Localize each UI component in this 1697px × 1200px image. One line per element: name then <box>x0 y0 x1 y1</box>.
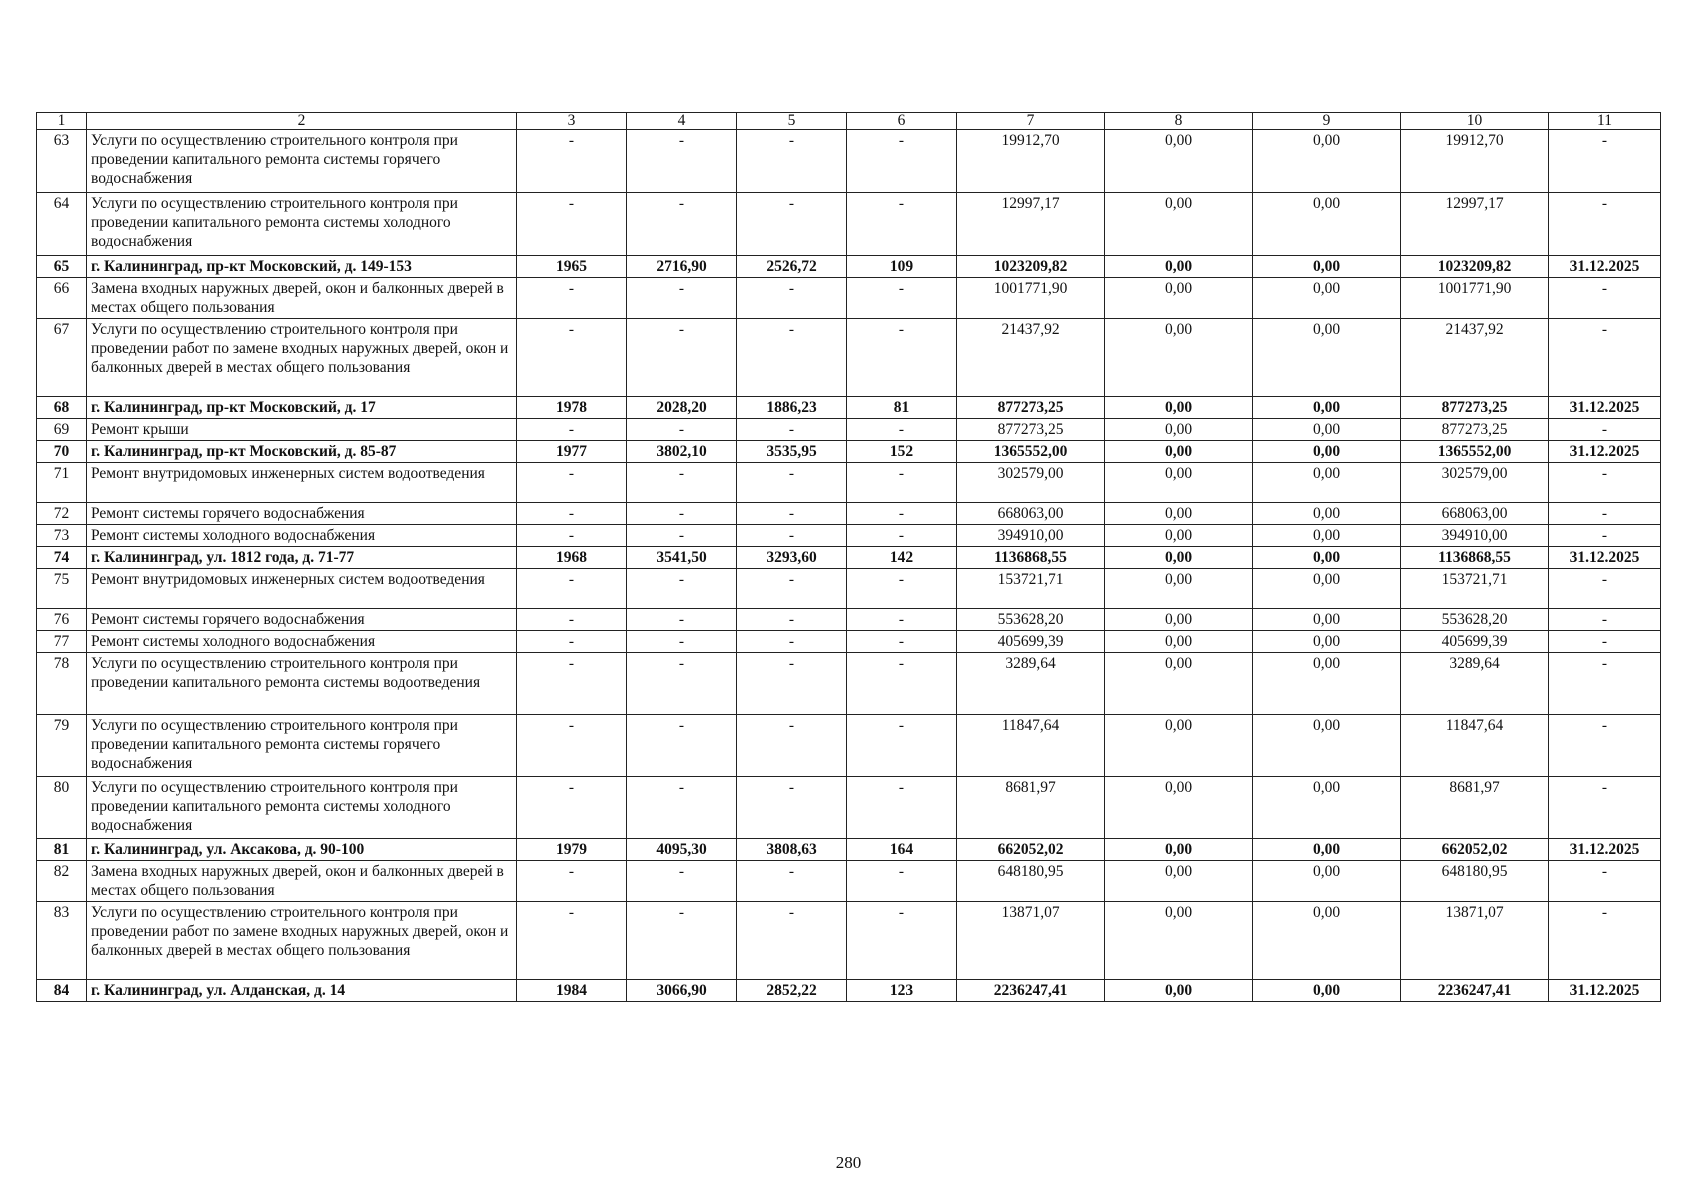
value-cell-c3: 1968 <box>517 547 627 569</box>
value-cell-c5: - <box>737 777 847 839</box>
value-cell-c4: - <box>627 631 737 653</box>
value-cell-c4: 2716,90 <box>627 256 737 278</box>
work-name-cell: Ремонт системы холодного водоснабжения <box>87 525 517 547</box>
table-row <box>37 777 1661 839</box>
value-cell-c8: 0,00 <box>1105 631 1253 653</box>
value-cell-c7: 648180,95 <box>957 861 1105 902</box>
table-row <box>37 861 1661 902</box>
value-cell-c7: 3289,64 <box>957 653 1105 715</box>
value-cell-c10: 1023209,82 <box>1401 256 1549 278</box>
table-row <box>37 609 1661 631</box>
value-cell-c3: - <box>517 278 627 319</box>
value-cell-c5: - <box>737 653 847 715</box>
value-cell-c4: - <box>627 319 737 397</box>
value-cell-c6: - <box>847 569 957 609</box>
value-cell-c5: 2852,22 <box>737 980 847 1002</box>
value-cell-c4: - <box>627 193 737 256</box>
value-cell-c7: 394910,00 <box>957 525 1105 547</box>
value-cell-c5: - <box>737 419 847 441</box>
value-cell-c8: 0,00 <box>1105 256 1253 278</box>
value-cell-c11: - <box>1549 130 1661 193</box>
row-number-cell: 71 <box>37 463 87 503</box>
value-cell-c4: - <box>627 503 737 525</box>
value-cell-c4: - <box>627 609 737 631</box>
value-cell-c10: 877273,25 <box>1401 419 1549 441</box>
value-cell-c10: 153721,71 <box>1401 569 1549 609</box>
value-cell-c9: 0,00 <box>1253 525 1401 547</box>
header-cell-9: 9 <box>1253 113 1401 130</box>
value-cell-c10: 12997,17 <box>1401 193 1549 256</box>
value-cell-c11: - <box>1549 631 1661 653</box>
value-cell-c11: - <box>1549 463 1661 503</box>
value-cell-c8: 0,00 <box>1105 441 1253 463</box>
header-cell-1: 1 <box>37 113 87 130</box>
value-cell-c6: 81 <box>847 397 957 419</box>
value-cell-c4: - <box>627 569 737 609</box>
row-number-cell: 72 <box>37 503 87 525</box>
value-cell-c6: - <box>847 777 957 839</box>
value-cell-c8: 0,00 <box>1105 278 1253 319</box>
page-number: 280 <box>835 1153 862 1172</box>
table-row <box>37 419 1661 441</box>
value-cell-c11: 31.12.2025 <box>1549 839 1661 861</box>
row-number-cell: 81 <box>37 839 87 861</box>
table-row <box>37 256 1661 278</box>
value-cell-c8: 0,00 <box>1105 861 1253 902</box>
header-cell-6: 6 <box>847 113 957 130</box>
value-cell-c7: 302579,00 <box>957 463 1105 503</box>
repair-register-table <box>36 112 1661 1002</box>
value-cell-c6: - <box>847 193 957 256</box>
value-cell-c10: 877273,25 <box>1401 397 1549 419</box>
value-cell-c11: - <box>1549 525 1661 547</box>
value-cell-c11: - <box>1549 278 1661 319</box>
row-number-cell: 70 <box>37 441 87 463</box>
value-cell-c11: - <box>1549 419 1661 441</box>
value-cell-c3: 1978 <box>517 397 627 419</box>
value-cell-c9: 0,00 <box>1253 653 1401 715</box>
value-cell-c11: 31.12.2025 <box>1549 441 1661 463</box>
header-cell-7: 7 <box>957 113 1105 130</box>
table-row <box>37 441 1661 463</box>
value-cell-c3: - <box>517 130 627 193</box>
value-cell-c3: 1977 <box>517 441 627 463</box>
value-cell-c8: 0,00 <box>1105 547 1253 569</box>
row-number-cell: 84 <box>37 980 87 1002</box>
value-cell-c5: - <box>737 278 847 319</box>
work-name-cell: Услуги по осуществлению строительного контроля при проведении капитального ремонта системы холодного водоснабжения <box>87 777 517 839</box>
row-number-cell: 75 <box>37 569 87 609</box>
column-number-header-row <box>37 113 1661 130</box>
row-number-cell: 77 <box>37 631 87 653</box>
value-cell-c6: - <box>847 130 957 193</box>
value-cell-c8: 0,00 <box>1105 193 1253 256</box>
value-cell-c6: 152 <box>847 441 957 463</box>
value-cell-c9: 0,00 <box>1253 715 1401 777</box>
header-cell-10: 10 <box>1401 113 1549 130</box>
value-cell-c4: 3541,50 <box>627 547 737 569</box>
table-row <box>37 463 1661 503</box>
work-name-cell: Услуги по осуществлению строительного контроля при проведении капитального ремонта системы холодного водоснабжения <box>87 193 517 256</box>
value-cell-c4: 3802,10 <box>627 441 737 463</box>
value-cell-c5: - <box>737 130 847 193</box>
work-name-cell: г. Калининград, пр-кт Московский, д. 149-153 <box>87 256 517 278</box>
value-cell-c11: - <box>1549 569 1661 609</box>
value-cell-c5: - <box>737 463 847 503</box>
work-name-cell: Ремонт системы холодного водоснабжения <box>87 631 517 653</box>
value-cell-c8: 0,00 <box>1105 319 1253 397</box>
value-cell-c10: 11847,64 <box>1401 715 1549 777</box>
value-cell-c6: - <box>847 463 957 503</box>
value-cell-c11: - <box>1549 777 1661 839</box>
value-cell-c10: 394910,00 <box>1401 525 1549 547</box>
value-cell-c8: 0,00 <box>1105 653 1253 715</box>
work-name-cell: Услуги по осуществлению строительного контроля при проведении капитального ремонта системы горячего водоснабжения <box>87 715 517 777</box>
value-cell-c8: 0,00 <box>1105 902 1253 980</box>
value-cell-c6: 109 <box>847 256 957 278</box>
value-cell-c7: 2236247,41 <box>957 980 1105 1002</box>
row-number-cell: 67 <box>37 319 87 397</box>
table-row <box>37 525 1661 547</box>
value-cell-c3: 1965 <box>517 256 627 278</box>
value-cell-c3: - <box>517 861 627 902</box>
value-cell-c10: 648180,95 <box>1401 861 1549 902</box>
value-cell-c6: - <box>847 503 957 525</box>
value-cell-c6: - <box>847 715 957 777</box>
value-cell-c9: 0,00 <box>1253 463 1401 503</box>
value-cell-c3: 1984 <box>517 980 627 1002</box>
value-cell-c6: - <box>847 902 957 980</box>
header-cell-5: 5 <box>737 113 847 130</box>
value-cell-c5: - <box>737 503 847 525</box>
value-cell-c8: 0,00 <box>1105 397 1253 419</box>
value-cell-c9: 0,00 <box>1253 839 1401 861</box>
value-cell-c11: - <box>1549 503 1661 525</box>
value-cell-c9: 0,00 <box>1253 319 1401 397</box>
value-cell-c9: 0,00 <box>1253 130 1401 193</box>
value-cell-c9: 0,00 <box>1253 902 1401 980</box>
value-cell-c4: - <box>627 130 737 193</box>
value-cell-c6: - <box>847 861 957 902</box>
value-cell-c11: 31.12.2025 <box>1549 397 1661 419</box>
row-number-cell: 79 <box>37 715 87 777</box>
value-cell-c7: 13871,07 <box>957 902 1105 980</box>
value-cell-c5: - <box>737 631 847 653</box>
value-cell-c4: - <box>627 777 737 839</box>
row-number-cell: 78 <box>37 653 87 715</box>
value-cell-c8: 0,00 <box>1105 777 1253 839</box>
row-number-cell: 74 <box>37 547 87 569</box>
value-cell-c3: - <box>517 419 627 441</box>
value-cell-c10: 1001771,90 <box>1401 278 1549 319</box>
work-name-cell: Замена входных наружных дверей, окон и балконных дверей в местах общего пользования <box>87 861 517 902</box>
table-row <box>37 193 1661 256</box>
table-row <box>37 980 1661 1002</box>
value-cell-c3: - <box>517 777 627 839</box>
row-number-cell: 73 <box>37 525 87 547</box>
value-cell-c9: 0,00 <box>1253 256 1401 278</box>
row-number-cell: 76 <box>37 609 87 631</box>
value-cell-c6: - <box>847 609 957 631</box>
row-number-cell: 69 <box>37 419 87 441</box>
value-cell-c3: - <box>517 631 627 653</box>
value-cell-c9: 0,00 <box>1253 569 1401 609</box>
value-cell-c11: - <box>1549 715 1661 777</box>
row-number-cell: 66 <box>37 278 87 319</box>
work-name-cell: г. Калининград, ул. Аксакова, д. 90-100 <box>87 839 517 861</box>
value-cell-c7: 1365552,00 <box>957 441 1105 463</box>
value-cell-c9: 0,00 <box>1253 547 1401 569</box>
value-cell-c6: - <box>847 525 957 547</box>
work-name-cell: Услуги по осуществлению строительного контроля при проведении капитального ремонта системы горячего водоснабжения <box>87 130 517 193</box>
value-cell-c9: 0,00 <box>1253 397 1401 419</box>
value-cell-c10: 21437,92 <box>1401 319 1549 397</box>
table-body <box>37 113 1661 1002</box>
value-cell-c3: - <box>517 609 627 631</box>
value-cell-c8: 0,00 <box>1105 503 1253 525</box>
value-cell-c7: 553628,20 <box>957 609 1105 631</box>
value-cell-c4: - <box>627 278 737 319</box>
value-cell-c4: - <box>627 861 737 902</box>
value-cell-c6: - <box>847 419 957 441</box>
value-cell-c4: - <box>627 419 737 441</box>
value-cell-c9: 0,00 <box>1253 193 1401 256</box>
value-cell-c5: 3535,95 <box>737 441 847 463</box>
value-cell-c10: 553628,20 <box>1401 609 1549 631</box>
value-cell-c6: 123 <box>847 980 957 1002</box>
value-cell-c6: - <box>847 653 957 715</box>
table-row <box>37 902 1661 980</box>
value-cell-c4: - <box>627 653 737 715</box>
value-cell-c3: - <box>517 715 627 777</box>
value-cell-c7: 21437,92 <box>957 319 1105 397</box>
value-cell-c10: 8681,97 <box>1401 777 1549 839</box>
row-number-cell: 64 <box>37 193 87 256</box>
value-cell-c7: 1136868,55 <box>957 547 1105 569</box>
value-cell-c3: 1979 <box>517 839 627 861</box>
work-name-cell: г. Калининград, ул. Алданская, д. 14 <box>87 980 517 1002</box>
value-cell-c7: 1023209,82 <box>957 256 1105 278</box>
value-cell-c8: 0,00 <box>1105 525 1253 547</box>
row-number-cell: 68 <box>37 397 87 419</box>
value-cell-c10: 2236247,41 <box>1401 980 1549 1002</box>
work-name-cell: Услуги по осуществлению строительного контроля при проведении капитального ремонта системы водоотведения <box>87 653 517 715</box>
value-cell-c9: 0,00 <box>1253 861 1401 902</box>
value-cell-c4: - <box>627 463 737 503</box>
header-cell-8: 8 <box>1105 113 1253 130</box>
table-row <box>37 631 1661 653</box>
value-cell-c7: 12997,17 <box>957 193 1105 256</box>
value-cell-c7: 19912,70 <box>957 130 1105 193</box>
table-row <box>37 569 1661 609</box>
value-cell-c6: - <box>847 278 957 319</box>
table-row <box>37 839 1661 861</box>
value-cell-c5: 1886,23 <box>737 397 847 419</box>
value-cell-c7: 668063,00 <box>957 503 1105 525</box>
value-cell-c11: - <box>1549 902 1661 980</box>
value-cell-c10: 1136868,55 <box>1401 547 1549 569</box>
value-cell-c7: 8681,97 <box>957 777 1105 839</box>
value-cell-c6: - <box>847 319 957 397</box>
value-cell-c10: 3289,64 <box>1401 653 1549 715</box>
value-cell-c3: - <box>517 569 627 609</box>
value-cell-c9: 0,00 <box>1253 441 1401 463</box>
value-cell-c10: 662052,02 <box>1401 839 1549 861</box>
value-cell-c6: 142 <box>847 547 957 569</box>
table-row <box>37 715 1661 777</box>
value-cell-c5: - <box>737 569 847 609</box>
value-cell-c10: 13871,07 <box>1401 902 1549 980</box>
value-cell-c4: 4095,30 <box>627 839 737 861</box>
value-cell-c9: 0,00 <box>1253 419 1401 441</box>
value-cell-c11: 31.12.2025 <box>1549 547 1661 569</box>
value-cell-c10: 1365552,00 <box>1401 441 1549 463</box>
value-cell-c8: 0,00 <box>1105 463 1253 503</box>
table-row <box>37 503 1661 525</box>
work-name-cell: г. Калининград, ул. 1812 года, д. 71-77 <box>87 547 517 569</box>
value-cell-c11: - <box>1549 861 1661 902</box>
value-cell-c3: - <box>517 319 627 397</box>
value-cell-c5: - <box>737 861 847 902</box>
value-cell-c7: 877273,25 <box>957 397 1105 419</box>
value-cell-c7: 153721,71 <box>957 569 1105 609</box>
value-cell-c8: 0,00 <box>1105 609 1253 631</box>
table-row <box>37 130 1661 193</box>
work-name-cell: Ремонт крыши <box>87 419 517 441</box>
value-cell-c3: - <box>517 463 627 503</box>
value-cell-c10: 302579,00 <box>1401 463 1549 503</box>
value-cell-c5: 3293,60 <box>737 547 847 569</box>
value-cell-c11: - <box>1549 609 1661 631</box>
value-cell-c11: 31.12.2025 <box>1549 980 1661 1002</box>
value-cell-c4: - <box>627 715 737 777</box>
value-cell-c3: - <box>517 193 627 256</box>
value-cell-c3: - <box>517 503 627 525</box>
value-cell-c4: 3066,90 <box>627 980 737 1002</box>
row-number-cell: 80 <box>37 777 87 839</box>
value-cell-c7: 877273,25 <box>957 419 1105 441</box>
row-number-cell: 83 <box>37 902 87 980</box>
value-cell-c9: 0,00 <box>1253 777 1401 839</box>
value-cell-c10: 668063,00 <box>1401 503 1549 525</box>
value-cell-c8: 0,00 <box>1105 130 1253 193</box>
work-name-cell: Замена входных наружных дверей, окон и балконных дверей в местах общего пользования <box>87 278 517 319</box>
value-cell-c6: 164 <box>847 839 957 861</box>
value-cell-c8: 0,00 <box>1105 419 1253 441</box>
value-cell-c9: 0,00 <box>1253 278 1401 319</box>
value-cell-c5: 3808,63 <box>737 839 847 861</box>
table-row <box>37 653 1661 715</box>
value-cell-c5: - <box>737 525 847 547</box>
value-cell-c4: - <box>627 902 737 980</box>
row-number-cell: 65 <box>37 256 87 278</box>
value-cell-c9: 0,00 <box>1253 503 1401 525</box>
value-cell-c3: - <box>517 653 627 715</box>
value-cell-c11: - <box>1549 653 1661 715</box>
header-cell-4: 4 <box>627 113 737 130</box>
header-cell-2: 2 <box>87 113 517 130</box>
value-cell-c11: - <box>1549 193 1661 256</box>
table-row <box>37 397 1661 419</box>
value-cell-c3: - <box>517 525 627 547</box>
header-cell-3: 3 <box>517 113 627 130</box>
value-cell-c4: - <box>627 525 737 547</box>
value-cell-c8: 0,00 <box>1105 715 1253 777</box>
header-cell-11: 11 <box>1549 113 1661 130</box>
table-row <box>37 278 1661 319</box>
value-cell-c8: 0,00 <box>1105 980 1253 1002</box>
work-name-cell: Услуги по осуществлению строительного контроля при проведении работ по замене входных наружных дверей, окон и балконных дверей в местах общего пользования <box>87 319 517 397</box>
value-cell-c3: - <box>517 902 627 980</box>
value-cell-c9: 0,00 <box>1253 980 1401 1002</box>
value-cell-c11: 31.12.2025 <box>1549 256 1661 278</box>
row-number-cell: 63 <box>37 130 87 193</box>
value-cell-c9: 0,00 <box>1253 631 1401 653</box>
work-name-cell: Услуги по осуществлению строительного контроля при проведении работ по замене входных наружных дверей, окон и балконных дверей в местах общего пользования <box>87 902 517 980</box>
value-cell-c7: 1001771,90 <box>957 278 1105 319</box>
value-cell-c10: 405699,39 <box>1401 631 1549 653</box>
table-row <box>37 547 1661 569</box>
value-cell-c10: 19912,70 <box>1401 130 1549 193</box>
work-name-cell: г. Калининград, пр-кт Московский, д. 85-87 <box>87 441 517 463</box>
value-cell-c5: - <box>737 715 847 777</box>
work-name-cell: Ремонт системы горячего водоснабжения <box>87 609 517 631</box>
value-cell-c11: - <box>1549 319 1661 397</box>
row-number-cell: 82 <box>37 861 87 902</box>
value-cell-c8: 0,00 <box>1105 569 1253 609</box>
value-cell-c4: 2028,20 <box>627 397 737 419</box>
value-cell-c7: 11847,64 <box>957 715 1105 777</box>
value-cell-c7: 662052,02 <box>957 839 1105 861</box>
value-cell-c5: - <box>737 902 847 980</box>
work-name-cell: Ремонт внутридомовых инженерных систем водоотведения <box>87 463 517 503</box>
value-cell-c7: 405699,39 <box>957 631 1105 653</box>
value-cell-c6: - <box>847 631 957 653</box>
work-name-cell: Ремонт внутридомовых инженерных систем водоотведения <box>87 569 517 609</box>
value-cell-c5: - <box>737 609 847 631</box>
value-cell-c8: 0,00 <box>1105 839 1253 861</box>
work-name-cell: г. Калининград, пр-кт Московский, д. 17 <box>87 397 517 419</box>
table-row <box>37 319 1661 397</box>
value-cell-c9: 0,00 <box>1253 609 1401 631</box>
value-cell-c5: - <box>737 193 847 256</box>
work-name-cell: Ремонт системы горячего водоснабжения <box>87 503 517 525</box>
value-cell-c5: 2526,72 <box>737 256 847 278</box>
value-cell-c5: - <box>737 319 847 397</box>
